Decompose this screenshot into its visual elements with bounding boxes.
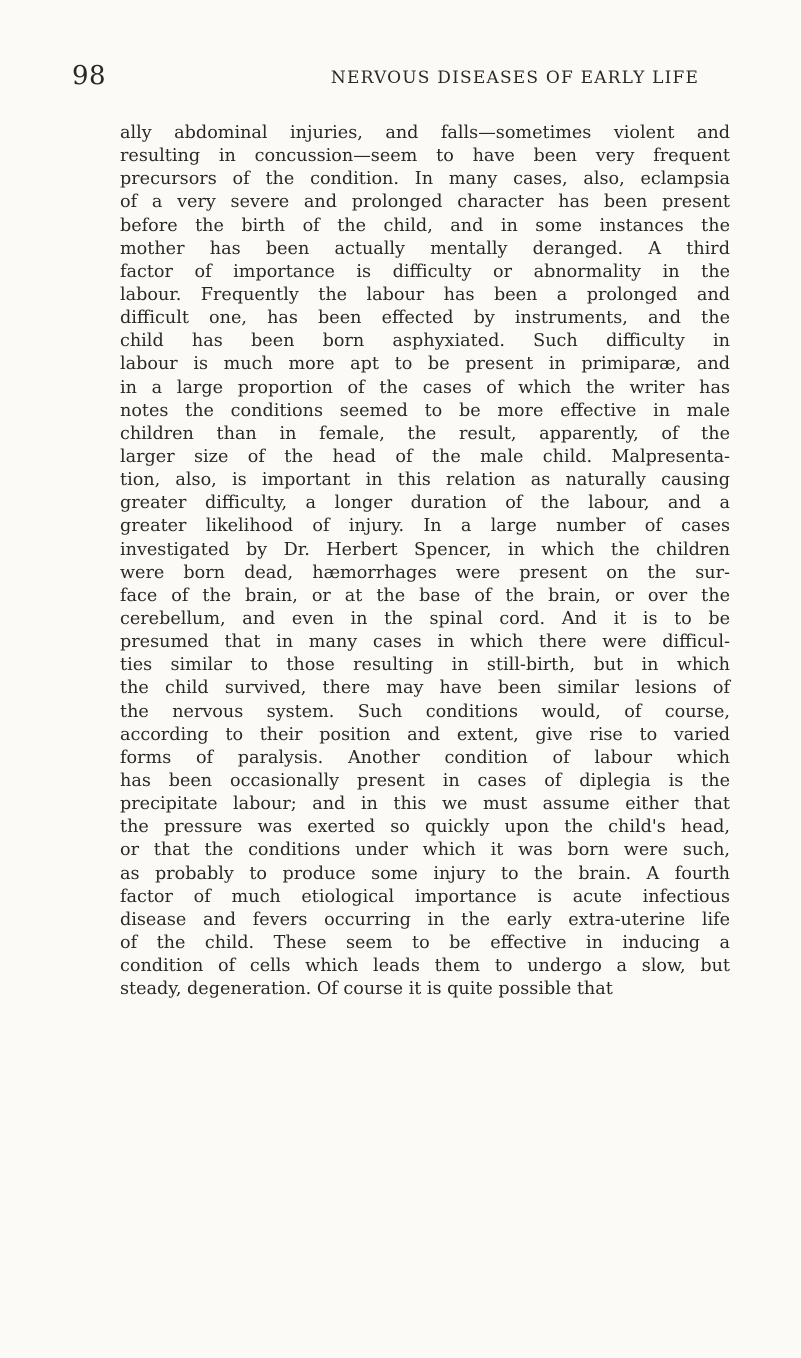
text-line: investigated by Dr. Herbert Spencer, in which the children: [120, 539, 730, 560]
text-line: were born dead, hæmorrhages were present on the sur-: [120, 562, 730, 583]
body-text: [120, 122, 730, 1001]
text-line: factor of much etiological importance is acute infectious: [120, 886, 730, 907]
text-line: labour. Frequently the labour has been a prolonged and: [120, 284, 730, 305]
text-line: precursors of the condition. In many cases, also, eclampsia: [120, 169, 730, 190]
text-line: the pressure was exerted so quickly upon the child's head,: [120, 817, 730, 838]
page-number: 98: [72, 61, 107, 91]
text-line: or that the conditions under which it was born were such,: [120, 840, 730, 861]
text-line: in a large proportion of the cases of which the writer has: [120, 377, 730, 398]
text-line: notes the conditions seemed to be more effective in male: [120, 400, 730, 421]
running-head: [0, 62, 801, 96]
text-line: tion, also, is important in this relation as naturally causing: [120, 470, 730, 491]
text-line: of the child. These seem to be effective in inducing a: [120, 932, 730, 953]
text-line: child has been born asphyxiated. Such difficulty in: [120, 331, 730, 352]
text-line: the child survived, there may have been similar lesions of: [120, 678, 730, 699]
text-line: the nervous system. Such conditions would, of course,: [120, 701, 730, 722]
text-line: according to their position and extent, give rise to varied: [120, 724, 730, 745]
text-line: difficult one, has been effected by instruments, and the: [120, 308, 730, 329]
text-line: before the birth of the child, and in some instances the: [120, 215, 730, 236]
text-line: presumed that in many cases in which there were difficul-: [120, 632, 730, 653]
text-line: greater difficulty, a longer duration of the labour, and a: [120, 493, 730, 514]
text-line: larger size of the head of the male child. Malpresenta-: [120, 446, 730, 467]
text-line: disease and fevers occurring in the early extra-uterine life: [120, 909, 730, 930]
text-line: labour is much more apt to be present in primiparæ, and: [120, 354, 730, 375]
text-line: cerebellum, and even in the spinal cord. And it is to be: [120, 608, 730, 629]
text-line: ally abdominal injuries, and falls—sometimes violent and: [120, 123, 730, 143]
text-line: greater likelihood of injury. In a large number of cases: [120, 516, 730, 537]
text-line: resulting in concussion—seem to have been very frequent: [120, 146, 730, 167]
text-line: face of the brain, or at the base of the brain, or over the: [120, 585, 730, 606]
text-line: children than in female, the result, apparently, of the: [120, 423, 730, 444]
text-line: ties similar to those resulting in still-birth, but in which: [120, 655, 730, 676]
text-line: precipitate labour; and in this we must assume either that: [120, 794, 730, 815]
text-line: factor of importance is difficulty or abnormality in the: [120, 261, 730, 282]
text-line: has been occasionally present in cases of diplegia is the: [120, 770, 730, 791]
text-line: of a very severe and prolonged character has been present: [120, 192, 730, 213]
text-line: condition of cells which leads them to undergo a slow, but: [120, 956, 730, 977]
text-line: forms of paralysis. Another condition of labour which: [120, 747, 730, 768]
running-title: NERVOUS DISEASES OF EARLY LIFE: [330, 68, 700, 88]
text-line: steady, degeneration. Of course it is quite possible that: [120, 979, 613, 1000]
text-line: mother has been actually mentally deranged. A third: [120, 238, 730, 259]
text-line: as probably to produce some injury to the brain. A fourth: [120, 863, 730, 884]
